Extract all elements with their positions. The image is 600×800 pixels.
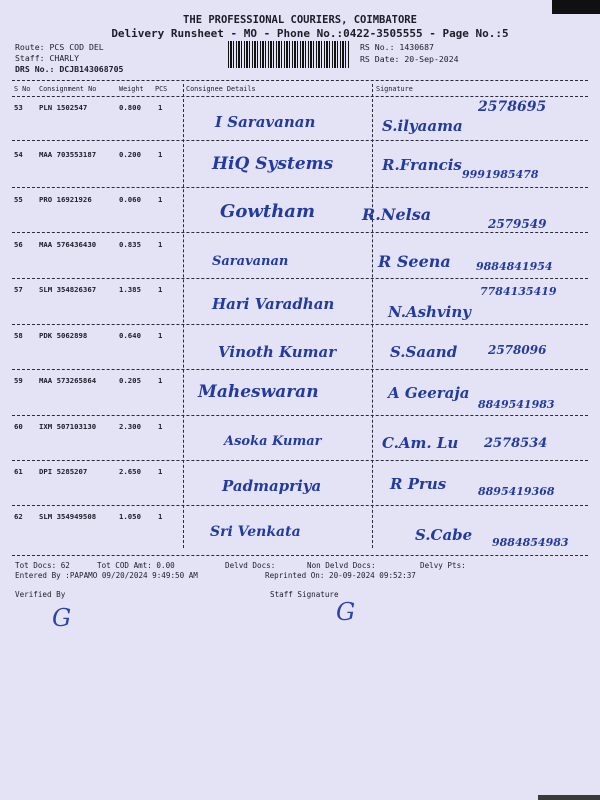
barcode — [228, 41, 350, 68]
staff-signature: G — [336, 598, 356, 626]
row-divider — [12, 415, 588, 416]
weight: 0.800 — [119, 103, 141, 112]
phone-handwriting: 2578534 — [484, 436, 548, 451]
route-label: Route: PCS COD DEL — [15, 42, 104, 52]
weight: 2.650 — [119, 467, 141, 476]
total-docs: Tot Docs: 62 — [15, 561, 70, 570]
verifier-signature: G — [52, 604, 72, 632]
phone-handwriting: 9884854983 — [492, 536, 569, 549]
phone-handwriting: 2578096 — [488, 343, 547, 357]
consignment-no: MAA 703553187 — [39, 150, 97, 159]
consignment-no: MAA 573265864 — [39, 376, 97, 385]
weight: 0.640 — [119, 331, 141, 340]
sno: 57 — [14, 285, 23, 294]
row-divider — [12, 187, 588, 188]
signature-handwriting: N.Ashviny — [388, 303, 471, 321]
signature-handwriting: S.Cabe — [415, 526, 473, 544]
rs-date: RS Date: 20-Sep-2024 — [360, 54, 459, 64]
sno: 58 — [14, 331, 23, 340]
pcs: 1 — [158, 285, 163, 294]
col-pcs: PCS — [155, 85, 168, 93]
phone-handwriting: 9884841954 — [476, 260, 553, 273]
pcs: 1 — [158, 467, 163, 476]
divider — [12, 80, 588, 81]
sno: 55 — [14, 195, 23, 204]
consignment-no: SLM 354826367 — [39, 285, 97, 294]
weight: 0.060 — [119, 195, 141, 204]
divider — [12, 555, 588, 556]
rs-number: RS No.: 1430687 — [360, 42, 434, 52]
row-divider — [12, 140, 588, 141]
signature-handwriting: S.ilyaama — [382, 117, 463, 135]
consignee-handwriting: Maheswaran — [198, 382, 319, 402]
consignee-handwriting: HiQ Systems — [212, 154, 334, 174]
consignee-handwriting: Vinoth Kumar — [218, 343, 337, 361]
divider — [12, 96, 588, 97]
signature-handwriting: C.Am. Lu — [382, 434, 459, 452]
consignment-no: PLN 1502547 — [39, 103, 88, 112]
sno: 60 — [14, 422, 23, 431]
phone-handwriting: 8849541983 — [478, 398, 555, 411]
sno: 62 — [14, 512, 23, 521]
table-row — [0, 285, 600, 329]
signature-handwriting: R Prus — [390, 475, 447, 493]
signature-handwriting: R.Francis — [382, 156, 462, 174]
entered-by: Entered By :PAPAMO 09/20/2024 9:49:50 AM — [15, 571, 198, 580]
phone-handwriting: 9991985478 — [462, 168, 539, 181]
delivery-points: Delvy Pts: — [420, 561, 466, 570]
col-signature: Signature — [376, 85, 413, 93]
total-cod-amount: Tot COD Amt: 0.00 — [97, 561, 175, 570]
pcs: 1 — [158, 195, 163, 204]
weight: 0.835 — [119, 240, 141, 249]
table-row — [0, 376, 600, 420]
col-consignee: Consignee Details — [186, 85, 256, 93]
staff-label: Staff: CHARLY — [15, 53, 80, 63]
col-weight: Weight — [119, 85, 144, 93]
signature-handwriting: S.Saand — [390, 343, 458, 361]
phone-handwriting: 8895419368 — [478, 485, 555, 498]
consignee-handwriting: Sri Venkata — [210, 524, 301, 540]
sno: 54 — [14, 150, 23, 159]
row-divider — [12, 505, 588, 506]
sno: 59 — [14, 376, 23, 385]
row-divider — [12, 460, 588, 461]
pcs: 1 — [158, 103, 163, 112]
table-row — [0, 512, 600, 556]
consignee-handwriting: Gowtham — [220, 201, 315, 222]
consignee-handwriting: Hari Varadhan — [212, 295, 335, 313]
sno: 53 — [14, 103, 23, 112]
consignee-handwriting: I Saravanan — [215, 113, 316, 131]
scan-edge-shadow-bottom — [538, 795, 600, 800]
weight: 1.050 — [119, 512, 141, 521]
consignee-handwriting: Asoka Kumar — [224, 434, 322, 449]
consignment-no: SLM 354949508 — [39, 512, 97, 521]
signature-handwriting: A Geeraja — [388, 384, 470, 402]
pcs: 1 — [158, 150, 163, 159]
reprinted-on: Reprinted On: 20-09-2024 09:52:37 — [265, 571, 416, 580]
weight: 0.200 — [119, 150, 141, 159]
weight: 2.300 — [119, 422, 141, 431]
staff-signature-label: Staff Signature — [270, 590, 339, 599]
phone-handwriting: 2578695 — [478, 99, 547, 115]
signature-handwriting: R Seena — [378, 252, 451, 271]
pcs: 1 — [158, 240, 163, 249]
col-sno: S No — [14, 85, 31, 93]
row-divider — [12, 278, 588, 279]
company-title: THE PROFESSIONAL COURIERS, COIMBATORE — [183, 14, 417, 26]
consignment-no: PDK 5062898 — [39, 331, 88, 340]
row-divider — [12, 324, 588, 325]
phone-handwriting: 7784135419 — [480, 285, 557, 298]
signature-handwriting: R.Nelsa — [362, 205, 432, 224]
runsheet-subtitle: Delivery Runsheet - MO - Phone No.:0422-3505555 - Page No.:5 — [111, 27, 509, 40]
phone-handwriting: 2579549 — [488, 217, 547, 231]
consignment-no: IXM 507103130 — [39, 422, 97, 431]
weight: 1.385 — [119, 285, 141, 294]
weight: 0.205 — [119, 376, 141, 385]
row-divider — [12, 369, 588, 370]
row-divider — [12, 232, 588, 233]
non-delivered-docs: Non Delvd Docs: — [307, 561, 376, 570]
sno: 56 — [14, 240, 23, 249]
pcs: 1 — [158, 331, 163, 340]
pcs: 1 — [158, 376, 163, 385]
pcs: 1 — [158, 512, 163, 521]
col-consignment: Consignment No — [39, 85, 97, 93]
consignment-no: PRO 16921926 — [39, 195, 92, 204]
pcs: 1 — [158, 422, 163, 431]
scan-edge-shadow — [552, 0, 600, 14]
sno: 61 — [14, 467, 23, 476]
delivered-docs: Delvd Docs: — [225, 561, 276, 570]
consignment-no: MAA 576436430 — [39, 240, 97, 249]
drs-number: DRS No.: DCJB143068705 — [15, 64, 124, 74]
consignment-no: DPI 5285207 — [39, 467, 88, 476]
consignee-handwriting: Saravanan — [212, 254, 289, 269]
consignee-handwriting: Padmapriya — [222, 477, 322, 495]
verified-by-label: Verified By — [15, 590, 66, 599]
